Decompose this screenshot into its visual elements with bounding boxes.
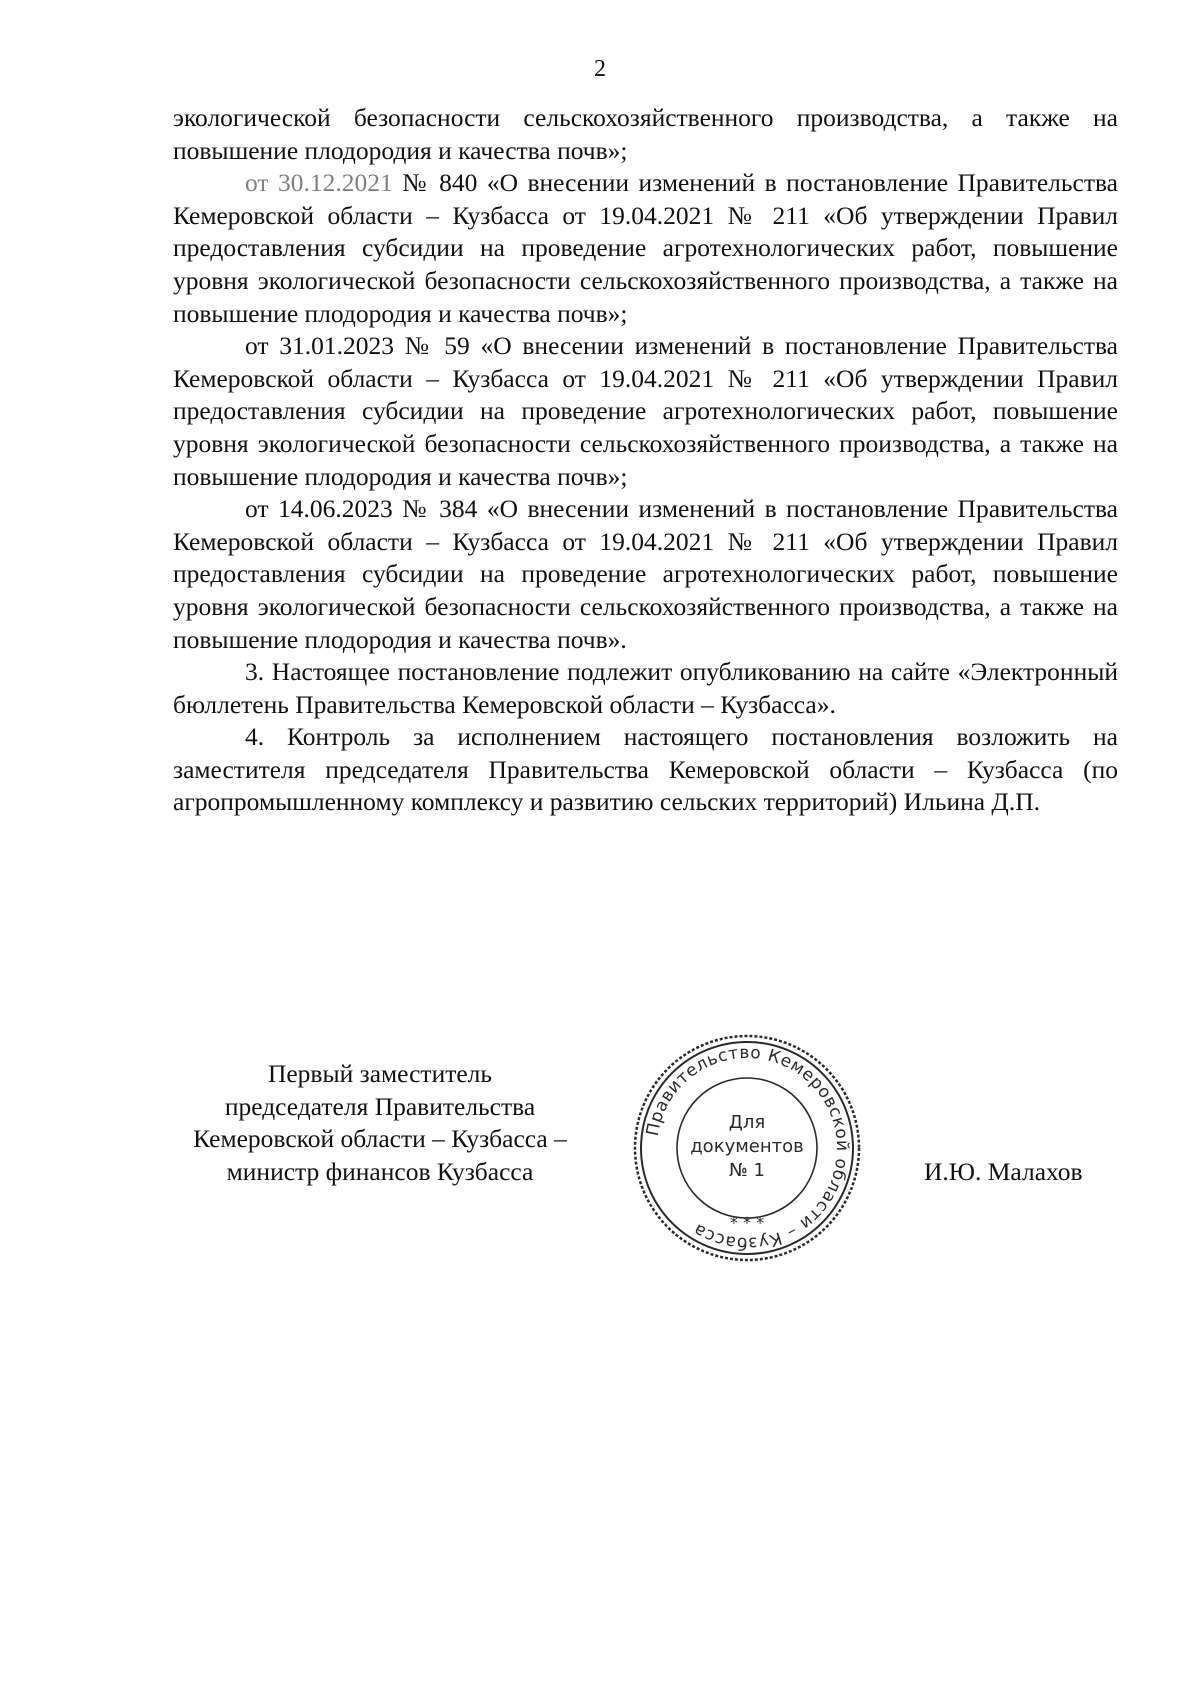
paragraph-text: 4. Контроль за исполнением настоящего постановления возложить на заместителя председателя Правительства Кемеровской области – Кузбасса (по агропромышленному комплексу и развитию сельских территорий) Ильина Д.П.: [173, 722, 1118, 817]
paragraph-item-4: [173, 721, 1118, 819]
official-seal-stamp: [631, 1032, 863, 1264]
stamp-center-line: № 1: [729, 1160, 765, 1181]
signatory-title-line: Кемеровской области – Кузбасса –: [193, 1124, 567, 1154]
signatory-name: И.Ю. Малахов: [924, 1157, 1083, 1186]
paragraph-decree-384: [173, 493, 1118, 656]
signatory-title-line: председателя Правительства: [224, 1091, 536, 1121]
stamp-ring-text: Правительство Кемеровской области – Кузбасса: [642, 1042, 853, 1254]
paragraph-decree-59: [173, 330, 1118, 493]
stamp-center-line: Для: [728, 1112, 766, 1133]
stamp-center-line: документов: [690, 1136, 804, 1157]
paragraph-text: от 31.01.2023 № 59 «О внесении изменений в постановление Правительства Кемеровской области – Кузбасса от 19.04.2021 № 211 «Об утверждении Правил предоставления субсидии на проведение агротехнологических работ, повышение уровня экологической безопасности сельскохозяйственного производства, а также на повышение плодородия и качества почв»;: [173, 331, 1118, 491]
paragraph-decree-840: [173, 167, 1118, 330]
signatory-title-line: Первый заместитель: [267, 1059, 493, 1088]
paragraph-text: № 840 «О внесении изменений в постановление Правительства Кемеровской области – Кузбасса от 19.04.2021 № 211 «Об утверждении Правил предоставления субсидии на проведение агротехнологических работ, повышение уровня экологической безопасности сельскохозяйственного производства, а также на повышение плодородия и качества почв»;: [173, 168, 1118, 328]
document-body: [173, 102, 1118, 819]
signatory-title: [160, 1058, 600, 1188]
paragraph-text: от 14.06.2023 № 384 «О внесении изменений в постановление Правительства Кемеровской области – Кузбасса от 19.04.2021 № 211 «Об утверждении Правил предоставления субсидии на проведение агротехнологических работ, повышение уровня экологической безопасности сельскохозяйственного производства, а также на повышение плодородия и качества почв».: [173, 494, 1118, 654]
paragraph-text: 3. Настоящее постановление подлежит опубликованию на сайте «Электронный бюллетень Правительства Кемеровской области – Кузбасса».: [173, 657, 1118, 719]
decree-date: от 30.12.2021: [245, 168, 393, 198]
paragraph-continuation: [173, 102, 1118, 167]
page-number: 2: [594, 56, 606, 82]
paragraph-text: экологической безопасности сельскохозяйственного производства, а также на повышение плодородия и качества почв»;: [173, 103, 1118, 165]
signatory-title-line: министр финансов Кузбасса: [226, 1156, 534, 1186]
stamp-stars: * * *: [729, 1213, 765, 1232]
paragraph-item-3: [173, 656, 1118, 721]
